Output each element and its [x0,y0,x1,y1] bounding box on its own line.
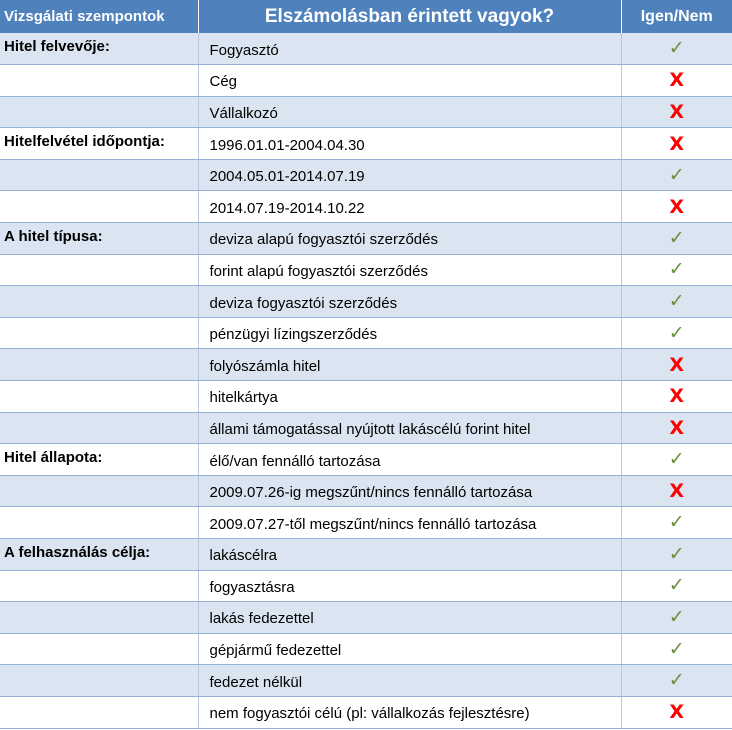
option-label: Fogyasztó [198,33,621,65]
check-icon: ✓ [668,670,685,692]
category-label [0,507,198,539]
table-row [0,159,732,191]
table-row [0,665,732,697]
table-row [0,507,732,539]
option-label: élő/van fennálló tartozása [198,444,621,476]
answer-cell [621,475,732,507]
option-label: hitelkártya [198,381,621,413]
answer-cell [621,254,732,286]
table-row [0,381,732,413]
category-label: Hitelfelvétel időpontja: [0,128,198,160]
table-row [0,602,732,634]
cross-icon: X [669,100,685,123]
check-icon: ✓ [668,606,685,628]
category-label [0,159,198,191]
option-label: nem fogyasztói célú (pl: vállalkozás fejlesztésre) [198,696,621,728]
cross-icon: X [669,480,685,503]
option-label: 2014.07.19-2014.10.22 [198,191,621,223]
answer-cell [621,665,732,697]
answer-cell [621,444,732,476]
table-row [0,191,732,223]
option-label: lakás fedezettel [198,602,621,634]
answer-cell [621,349,732,381]
check-icon: ✓ [668,227,685,249]
option-label: fedezet nélkül [198,665,621,697]
answer-cell [621,633,732,665]
option-label: Vállalkozó [198,96,621,128]
table-row [0,570,732,602]
answer-cell [621,223,732,255]
answer-cell [621,33,732,65]
answer-cell [621,412,732,444]
category-label: A felhasználás célja: [0,539,198,571]
option-label: fogyasztásra [198,570,621,602]
table-row [0,412,732,444]
option-label: 2009.07.26-ig megszűnt/nincs fennálló tartozása [198,475,621,507]
answer-cell [621,696,732,728]
category-label [0,633,198,665]
table-row [0,633,732,665]
header-criteria: Vizsgálati szempontok [0,0,198,33]
option-label: deviza fogyasztói szerződés [198,286,621,318]
cross-icon: X [669,132,685,155]
table-row [0,96,732,128]
check-icon: ✓ [668,449,685,471]
answer-cell [621,128,732,160]
answer-cell [621,191,732,223]
cross-icon: X [669,701,685,724]
check-icon: ✓ [668,575,685,597]
option-label: 1996.01.01-2004.04.30 [198,128,621,160]
category-label [0,570,198,602]
table-row [0,286,732,318]
answer-cell [621,317,732,349]
table-row [0,444,732,476]
category-label [0,381,198,413]
cross-icon: X [669,385,685,408]
category-label: Hitel felvevője: [0,33,198,65]
option-label: 2004.05.01-2014.07.19 [198,159,621,191]
table-row [0,475,732,507]
category-label [0,602,198,634]
option-label: forint alapú fogyasztói szerződés [198,254,621,286]
answer-cell [621,570,732,602]
table-row [0,317,732,349]
check-icon: ✓ [668,512,685,534]
header-yes-no: Igen/Nem [621,0,732,33]
category-label [0,96,198,128]
category-label [0,412,198,444]
category-label: Hitel állapota: [0,444,198,476]
answer-cell [621,65,732,97]
option-label: folyószámla hitel [198,349,621,381]
check-icon: ✓ [668,38,685,60]
table-row [0,128,732,160]
table-row [0,349,732,381]
option-label: lakáscélra [198,539,621,571]
check-icon: ✓ [668,322,685,344]
answer-cell [621,507,732,539]
category-label [0,665,198,697]
answer-cell [621,286,732,318]
table-row [0,223,732,255]
category-label [0,254,198,286]
cross-icon: X [669,416,685,439]
check-icon: ✓ [668,259,685,281]
cross-icon: X [669,195,685,218]
check-icon: ✓ [668,543,685,565]
table-row [0,539,732,571]
category-label [0,349,198,381]
option-label: deviza alapú fogyasztói szerződés [198,223,621,255]
answer-cell [621,602,732,634]
answer-cell [621,159,732,191]
category-label [0,286,198,318]
answer-cell [621,381,732,413]
category-label [0,475,198,507]
category-label: A hitel típusa: [0,223,198,255]
table-row [0,33,732,65]
check-icon: ✓ [668,638,685,660]
table-row [0,254,732,286]
option-label: állami támogatással nyújtott lakáscélú forint hitel [198,412,621,444]
table-row [0,696,732,728]
option-label: 2009.07.27-től megszűnt/nincs fennálló tartozása [198,507,621,539]
category-label [0,191,198,223]
cross-icon: X [669,69,685,92]
check-icon: ✓ [668,164,685,186]
header-question: Elszámolásban érintett vagyok? [198,0,621,33]
cross-icon: X [669,353,685,376]
header-row [0,0,732,33]
answer-cell [621,96,732,128]
category-label [0,696,198,728]
table-row [0,65,732,97]
option-label: gépjármű fedezettel [198,633,621,665]
check-icon: ✓ [668,291,685,313]
category-label [0,65,198,97]
answer-cell [621,539,732,571]
category-label [0,317,198,349]
option-label: Cég [198,65,621,97]
option-label: pénzügyi lízingszerződés [198,317,621,349]
